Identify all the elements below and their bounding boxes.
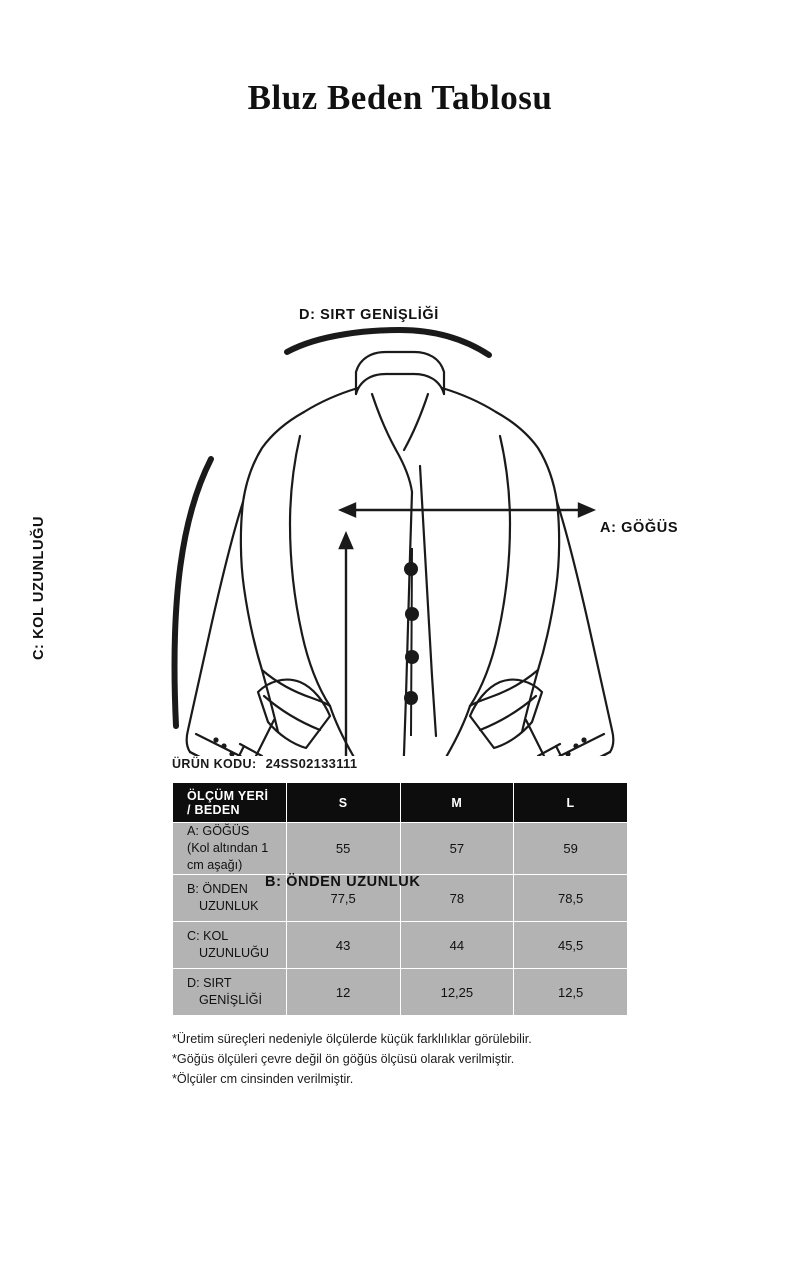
table-row (173, 823, 628, 875)
cell-front-length-l: 78,5 (514, 875, 628, 922)
table-header-row (173, 783, 628, 823)
row-label-back-width-note: GENİŞLİĞİ (199, 993, 262, 1007)
footnote-1: *Üretim süreçleri nedeniyle ölçülerde küçük farklılıklar görülebilir. (172, 1032, 532, 1046)
cell-back-width-l: 12,5 (514, 969, 628, 1016)
product-code-label: ÜRÜN KODU: (172, 757, 257, 771)
table-row (173, 969, 628, 1016)
row-label-back-width-name: D: SIRT (187, 976, 232, 990)
row-label-back-width (173, 969, 287, 1016)
size-chart-page (0, 78, 800, 1278)
size-table (172, 782, 628, 1016)
label-sleeve-length: C: KOL UZUNLUĞU (31, 515, 48, 661)
column-header-measurement: ÖLÇÜM YERİ / BEDEN (173, 783, 287, 823)
row-label-front-length-note: UZUNLUK (199, 899, 259, 913)
blouse-technical-drawing-icon (0, 136, 800, 756)
table-row (173, 922, 628, 969)
cell-front-length-m: 78 (400, 875, 514, 922)
column-header-s: S (286, 783, 400, 823)
measure-arrow-chest (341, 504, 593, 516)
footnote-2: *Göğüs ölçüleri çevre değil ön göğüs ölçüsü olarak verilmiştir. (172, 1051, 515, 1066)
row-label-sleeve-length-name: C: KOL (187, 929, 229, 943)
measure-arc-sleeve-length (174, 459, 211, 726)
row-label-chest (173, 823, 287, 875)
column-header-m: M (400, 783, 514, 823)
row-label-chest-name: A: GÖĞÜS (187, 824, 250, 838)
product-code-value: 24SS02133111 (265, 756, 358, 771)
table-header (173, 783, 628, 823)
cell-chest-s: 55 (286, 823, 400, 875)
label-chest: A: GÖĞÜS (600, 520, 679, 536)
label-front-length: B: ÖNDEN UZUNLUK (265, 874, 421, 890)
label-back-width: D: SIRT GENİŞLİĞİ (299, 307, 439, 323)
cell-sleeve-length-m: 44 (400, 922, 514, 969)
cell-sleeve-length-s: 43 (286, 922, 400, 969)
cell-back-width-m: 12,25 (400, 969, 514, 1016)
row-label-sleeve-length (173, 922, 287, 969)
footnotes (172, 1030, 800, 1090)
product-code (172, 756, 800, 771)
table-body (173, 823, 628, 1016)
cell-front-length-s: 77,5 (286, 875, 400, 922)
cell-sleeve-length-l: 45,5 (514, 922, 628, 969)
measure-arrow-front-length (340, 534, 352, 756)
page-title: Bluz Beden Tablosu (247, 78, 553, 117)
row-label-chest-note: (Kol altından 1 cm aşağı) (187, 841, 269, 872)
cell-back-width-s: 12 (286, 969, 400, 1016)
row-label-sleeve-length-note: UZUNLUĞU (199, 946, 269, 960)
cell-chest-m: 57 (400, 823, 514, 875)
footnote-3: *Ölçüler cm cinsinden verilmiştir. (172, 1071, 354, 1086)
column-header-l: L (514, 783, 628, 823)
cell-chest-l: 59 (514, 823, 628, 875)
row-label-front-length-name: B: ÖNDEN (187, 882, 248, 896)
